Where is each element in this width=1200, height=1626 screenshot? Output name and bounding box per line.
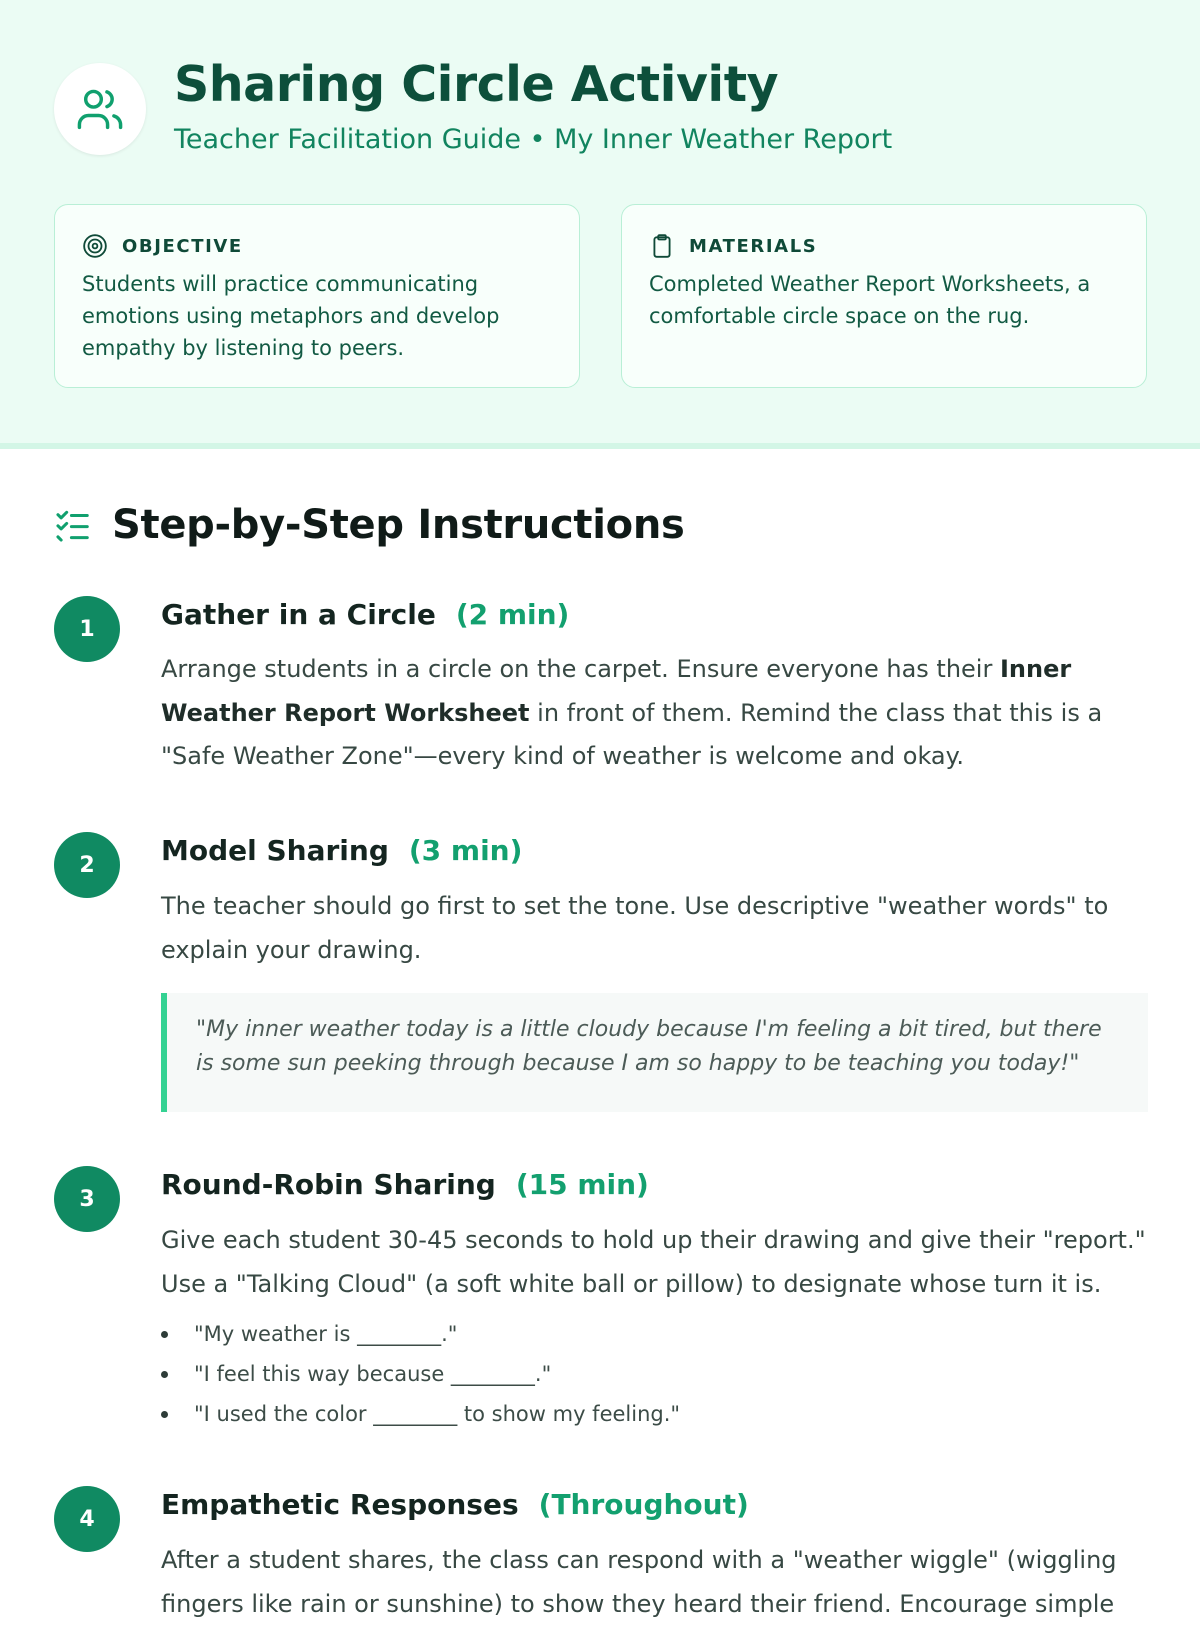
users-icon: [74, 83, 126, 135]
target-icon: [82, 233, 108, 259]
list-item: "My weather is ________.": [161, 1314, 680, 1354]
step-title: Gather in a Circle: [161, 598, 436, 631]
step-heading: [161, 834, 522, 867]
logo-badge: [54, 63, 146, 155]
materials-label: MATERIALS: [689, 235, 818, 257]
step-number-badge: 3: [54, 1166, 120, 1232]
step-title: Model Sharing: [161, 834, 389, 867]
step-duration: (Throughout): [538, 1488, 749, 1521]
step-duration: (15 min): [515, 1168, 649, 1201]
checklist-icon: [54, 506, 92, 544]
list-item: "I used the color ________ to show my feeling.": [161, 1394, 680, 1434]
step-heading: [161, 1168, 649, 1201]
objective-label: OBJECTIVE: [122, 235, 243, 257]
sentence-starter-list: [161, 1314, 680, 1434]
step-heading: [161, 598, 569, 631]
clipboard-icon: [649, 233, 675, 259]
step-duration: (2 min): [455, 598, 570, 631]
step-description: The teacher should go first to set the tone. Use descriptive "weather words" to explain your drawing.: [161, 892, 1109, 964]
step-number-badge: 1: [54, 596, 120, 662]
page-header: [0, 0, 1200, 449]
step-title: Round-Robin Sharing: [161, 1168, 496, 1201]
materials-text: Completed Weather Report Worksheets, a comfortable circle space on the rug.: [649, 272, 1091, 328]
step-number-badge: 4: [54, 1486, 120, 1552]
step-description: Arrange students in a circle on the carpet. Ensure everyone has their Inner Weather Report Worksheet in front of them. Remind the class that this is a "Safe Weather Zone"—every kind of weather is welcome and okay.: [161, 655, 1103, 770]
materials-card: [621, 204, 1147, 388]
step-number-badge: 2: [54, 832, 120, 898]
step-description: After a student shares, the class can respond with a "weather wiggle" (wiggling fingers like rain or sunshine) to show they heard their friend. Encourage simple: [161, 1546, 1117, 1618]
page-title: Sharing Circle Activity: [174, 56, 779, 113]
step-duration: (3 min): [408, 834, 523, 867]
section-title: Step-by-Step Instructions: [112, 502, 685, 548]
objective-card: [54, 204, 580, 388]
step-heading: [161, 1488, 749, 1521]
step-description: Give each student 30-45 seconds to hold up their drawing and give their "report." Use a "Talking Cloud" (a soft white ball or pillow) to designate whose turn it is.: [161, 1226, 1146, 1298]
list-item: "I feel this way because ________.": [161, 1354, 680, 1394]
section-heading: [54, 502, 685, 548]
objective-text: Students will practice communicating emotions using metaphors and develop empathy by listening to peers.: [82, 272, 500, 360]
page-subtitle: Teacher Facilitation Guide • My Inner Weather Report: [174, 124, 893, 155]
teacher-model-quote: "My inner weather today is a little cloudy because I'm feeling a bit tired, but there is some sun peeking through because I am so happy to be teaching you today!": [161, 993, 1148, 1112]
step-title: Empathetic Responses: [161, 1488, 519, 1521]
